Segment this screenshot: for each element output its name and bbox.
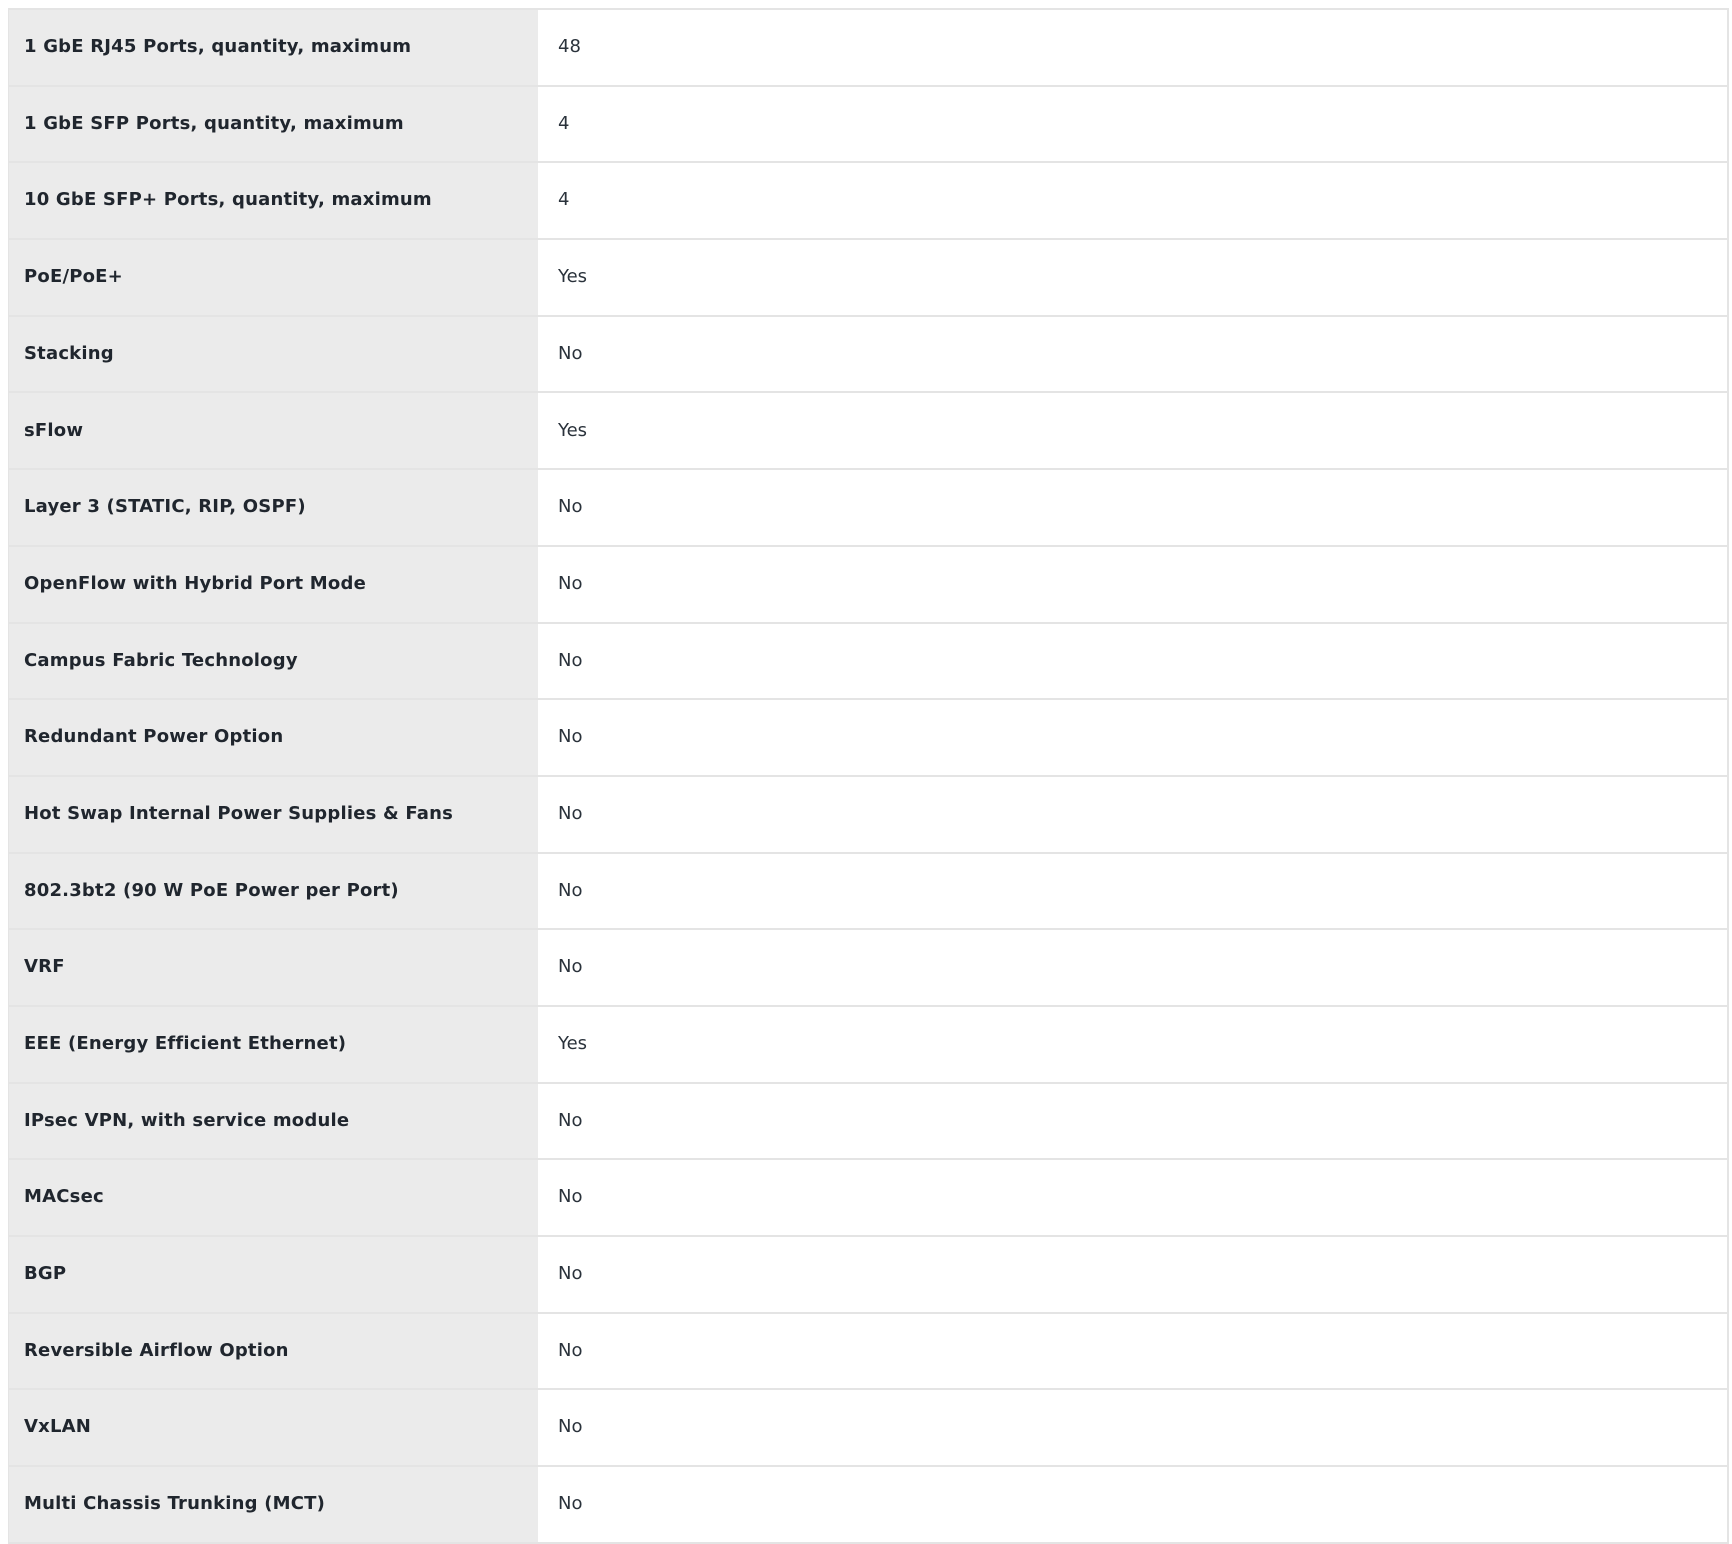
- table-row: [9, 393, 1727, 470]
- spec-value: No: [538, 1314, 1727, 1389]
- spec-label: VRF: [9, 930, 538, 1005]
- table-row: [9, 624, 1727, 701]
- table-row: [9, 240, 1727, 317]
- spec-label: OpenFlow with Hybrid Port Mode: [9, 547, 538, 622]
- spec-label: Reversible Airflow Option: [9, 1314, 538, 1389]
- spec-label: 802.3bt2 (90 W PoE Power per Port): [9, 854, 538, 929]
- table-row: [9, 87, 1727, 164]
- spec-label: PoE/PoE+: [9, 240, 538, 315]
- table-row: [9, 1160, 1727, 1237]
- spec-value: No: [538, 470, 1727, 545]
- spec-label: Redundant Power Option: [9, 700, 538, 775]
- spec-value: No: [538, 1160, 1727, 1235]
- spec-value: Yes: [538, 240, 1727, 315]
- table-row: [9, 1390, 1727, 1467]
- spec-value: No: [538, 777, 1727, 852]
- spec-value: No: [538, 624, 1727, 699]
- spec-value: No: [538, 700, 1727, 775]
- spec-value: No: [538, 1084, 1727, 1159]
- spec-label: Stacking: [9, 317, 538, 392]
- spec-label: Hot Swap Internal Power Supplies & Fans: [9, 777, 538, 852]
- spec-value: No: [538, 317, 1727, 392]
- spec-label: Campus Fabric Technology: [9, 624, 538, 699]
- spec-value: Yes: [538, 393, 1727, 468]
- spec-label: 10 GbE SFP+ Ports, quantity, maximum: [9, 163, 538, 238]
- table-row: [9, 470, 1727, 547]
- spec-value: No: [538, 930, 1727, 1005]
- spec-table: [8, 8, 1729, 1544]
- spec-value: Yes: [538, 1007, 1727, 1082]
- table-row: [9, 1237, 1727, 1314]
- spec-value: 4: [538, 163, 1727, 238]
- table-row: [9, 163, 1727, 240]
- spec-value: No: [538, 547, 1727, 622]
- spec-value: 48: [538, 10, 1727, 85]
- table-row: [9, 854, 1727, 931]
- table-row: [9, 1007, 1727, 1084]
- table-row: [9, 547, 1727, 624]
- spec-label: Layer 3 (STATIC, RIP, OSPF): [9, 470, 538, 545]
- spec-value: No: [538, 1467, 1727, 1542]
- table-row: [9, 700, 1727, 777]
- spec-label: BGP: [9, 1237, 538, 1312]
- spec-label: MACsec: [9, 1160, 538, 1235]
- spec-label: 1 GbE RJ45 Ports, quantity, maximum: [9, 10, 538, 85]
- spec-label: 1 GbE SFP Ports, quantity, maximum: [9, 87, 538, 162]
- spec-label: VxLAN: [9, 1390, 538, 1465]
- table-row: [9, 1314, 1727, 1391]
- spec-value: No: [538, 1237, 1727, 1312]
- table-row: [9, 10, 1727, 87]
- spec-label: IPsec VPN, with service module: [9, 1084, 538, 1159]
- spec-value: 4: [538, 87, 1727, 162]
- table-row: [9, 1084, 1727, 1161]
- table-row: [9, 317, 1727, 394]
- spec-value: No: [538, 854, 1727, 929]
- table-row: [9, 1467, 1727, 1544]
- spec-label: Multi Chassis Trunking (MCT): [9, 1467, 538, 1542]
- spec-label: sFlow: [9, 393, 538, 468]
- table-row: [9, 930, 1727, 1007]
- spec-value: No: [538, 1390, 1727, 1465]
- spec-label: EEE (Energy Efficient Ethernet): [9, 1007, 538, 1082]
- table-row: [9, 777, 1727, 854]
